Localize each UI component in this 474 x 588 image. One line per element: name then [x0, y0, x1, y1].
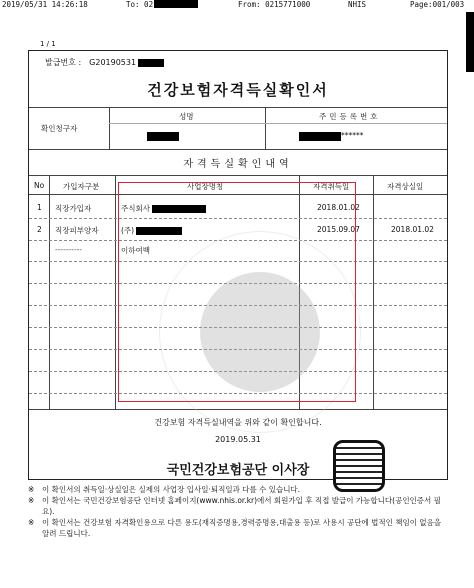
col-no: No	[34, 181, 45, 190]
id-header: 주민등록번호	[319, 112, 381, 121]
agency-name: 국민건강보험공단 이사장	[166, 463, 310, 478]
certificate-frame: 발급번호 : G20190531 건강보험자격득실확인서 확인청구자 성명 주민등록번호 ****** 자격득실확인내역 No 가입자구분 사업장명칭 자격취득일 자격상실일 1 직장가입자 주식회사 2018.01.02 2 직장피부양자 (주) 2015.09.07 2018.01.02 ---------- 이하여백 건강보험 자격득실내역을 위와 같이 확인합니다. 2019.05.31 국민건강보험공단 이사장	[28, 50, 448, 480]
scan-edge-mark	[466, 12, 474, 72]
section-title: 자격득실확인내역	[183, 159, 293, 170]
note: ※ 이 확인서는 건강보험 자격확인용으로 다른 용도(재직증명용,경력증명용,대출용 등)로 사용시 공단에 법적인 책임이 없음을 알려 드립니다.	[28, 518, 442, 538]
fax-from: From: 0215771000	[238, 0, 311, 9]
col-workplace: 사업장명칭	[187, 182, 224, 191]
col-acquired: 자격취득일	[313, 182, 350, 191]
applicant-name	[147, 131, 179, 141]
note: ※ 이 확인서는 국민건강보험공단 인터넷 홈페이지(www.nhis.or.kr)에서 회원가입 후 직접 발급이 가능합니다(공인인증서 필요).	[28, 496, 441, 516]
note: ※ 이 확인서의 취득일·상실일은 실제의 사업장 입사일·퇴직일과 다를 수 있습니다.	[28, 485, 301, 494]
applicant-id: ******	[299, 131, 364, 141]
highlight-box	[118, 182, 356, 402]
name-header: 성명	[179, 112, 194, 121]
fax-to: To: 02	[126, 0, 153, 10]
col-lost: 자격상실일	[387, 182, 424, 191]
fax-datetime: 2019/05/31 14:26:18	[2, 0, 88, 9]
issue-number: 발급번호 : G20190531	[45, 57, 164, 68]
fax-header	[0, 0, 474, 10]
issue-date: 2019.05.31	[215, 435, 261, 444]
confirm-text: 건강보험 자격득실내역을 위와 같이 확인합니다.	[154, 418, 322, 427]
col-type: 가입자구분	[63, 182, 100, 191]
page-count: 1 / 1	[40, 40, 56, 48]
footnotes	[28, 484, 448, 539]
document-title: 건강보험자격득실확인서	[147, 81, 329, 99]
fax-page: Page:001/003	[410, 0, 465, 9]
fax-sender: NHIS	[348, 0, 367, 9]
applicant-label: 확인청구자	[41, 124, 78, 133]
divider	[29, 107, 447, 108]
